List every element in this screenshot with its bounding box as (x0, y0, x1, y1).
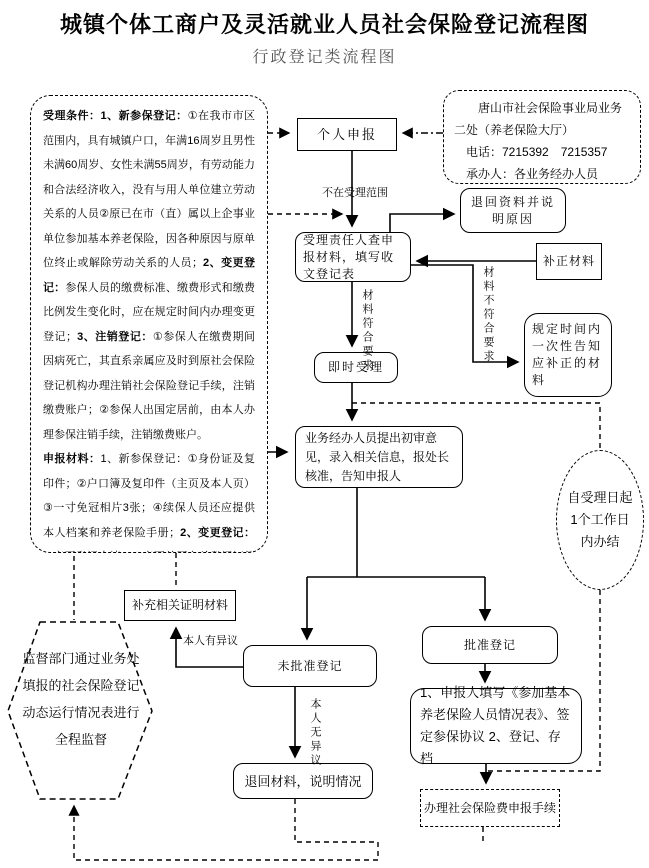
node-deadline-oval: 自受理日起1个工作日内办结 (556, 450, 644, 590)
office-contact: 承办人：各业务经办人员 (466, 167, 599, 181)
node-correction-materials: 补正材料 (536, 243, 602, 280)
label-not-in-scope: 不在受理范围 (322, 187, 388, 199)
node-supplement-materials: 补充相关证明材料 (124, 590, 236, 621)
node-immediate-accept: 即时受理 (314, 352, 398, 383)
node-return-explain: 退回资料并说明原因 (460, 188, 566, 233)
label-materials-not-ok: 材料不符合要求 (482, 266, 494, 364)
node-supervision-text: 监督部门通过业务处填报的社会保险登记动态运行情况表进行全程监督 (22, 651, 140, 747)
node-accept-check: 受理责任人查申报材料，填写收文登记表 (295, 232, 411, 282)
label-materials-ok: 材料符合要求 (361, 289, 373, 373)
node-not-approved: 未批准登记 (243, 645, 377, 687)
node-approved: 批准登记 (422, 626, 558, 664)
acceptance-conditions-text: 受理条件：1、新参保登记：①在我市市区范围内，具有城镇户口，年满16周岁且男性未满60周岁、女性未满55周岁，有劳动能力和合法经济收入，没有与用人单位建立劳动关系的人员②原已在市（直）属以上企事业单位参加基本养老保险，因各种原因与原单位终止或解除劳动关系的人员；2、变更登记：参保人员的缴费标准、缴费形式和缴费比例发生变化时，应在规定时间内办理变更登记；3、注销登记：①参保人在缴费期间因病死亡，其直系亲属应及时到原社会保险登记机构办理注销社会保险登记手续，注销缴费账户；②参保人出国定居前，由本人办理参保注销手续，注销缴费账户。 (43, 110, 256, 441)
office-phone: 电话：7215392 7215357 (466, 145, 608, 159)
node-fee-declare: 办理社会保险费申报手续 (420, 789, 560, 827)
node-notify-correction: 规定时间内一次性告知应补正的材料 (524, 313, 612, 397)
page-subtitle: 行政登记类流程图 (252, 49, 397, 66)
label-no-objection: 本人无异议 (309, 698, 321, 768)
office-info-box (443, 90, 641, 184)
conditions-materials-box (30, 95, 268, 553)
declaration-materials-text: 申报材料：1、新参保登记：①身份证及复印件；②户口簿及复印件（主页及本人页）③一寸免冠相片3张；④续保人员还应提供本人档案和养老保险手册；2、变更登记： (43, 453, 256, 539)
office-name: 唐山市社会保险事业局业务二处（养老保险大厅） (454, 101, 623, 137)
node-initial-review: 业务经办人员提出初审意见，录入相关信息，报处长核准，告知申报人 (295, 426, 463, 488)
node-personal-declare: 个人申报 (297, 118, 397, 151)
node-fill-form: 1、申报人填写《参加基本养老保险人员情况表》、签定参保协议 2、登记、存档 (410, 688, 582, 764)
node-return-materials: 退回材料，说明情况 (233, 763, 373, 799)
page-title: 城镇个体工商户及灵活就业人员社会保险登记流程图 (59, 12, 589, 37)
label-has-objection: 本人有异议 (183, 635, 238, 647)
